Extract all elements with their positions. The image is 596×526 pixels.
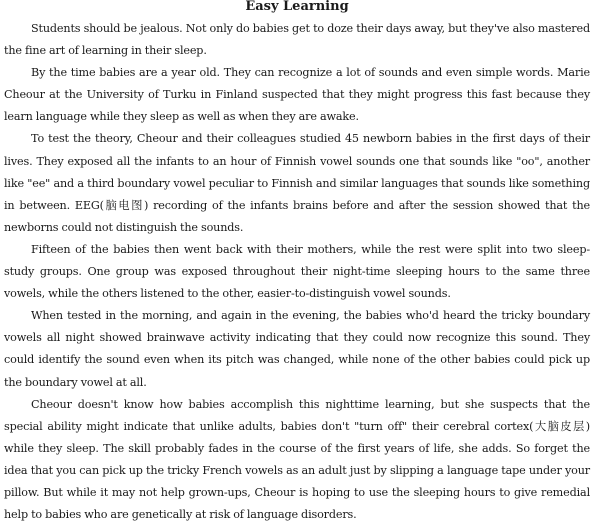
paragraph-1: Students should be jealous. Not only do babies get to doze their days away, but they've also mastered the fine art of learning in their sleep. [4, 22, 590, 58]
document-title: Easy Learning [245, 0, 349, 14]
paragraph-5: When tested in the morning, and again in the evening, the babies who'd heard the tricky boundary vowels all night showed brainwave activity indicating that they could now recognize this sound. They could identify the sound even when its pitch was changed, while none of the other babies could pick up the boundary vowel at all. [4, 309, 590, 389]
paragraph-2: By the time babies are a year old. They can recognize a lot of sounds and even simple words. Marie Cheour at the University of Turku in Finland suspected that they might progress this fast because they learn language while they sleep as well as when they are awake. [4, 66, 590, 124]
paragraph-4: Fifteen of the babies then went back with their mothers, while the rest were split into two sleep-study groups. One group was exposed throughout their night-time sleeping hours to the same three vowels, while the others listened to the other, easier-to-distinguish vowel sounds. [4, 242, 590, 301]
paragraph-6: Cheour doesn't know how babies accomplish this nighttime learning, but she suspects that the special ability might indicate that unlike adults, babies don't "turn off" their cerebral cortex(大脑皮层) while they sleep. The skill probably fades in the course of the first years of life, she adds. So forget the idea that you can pick up the tricky French vowels as an adult just by slipping a language tape under your pillow. But while it may not help grown-ups, Cheour is hoping to use the sleeping hours to give remedial help to babies who are genetically at risk of language disorders. [4, 397, 590, 522]
paragraph-3: To test the theory, Cheour and their colleagues studied 45 newborn babies in the first days of their lives. They exposed all the infants to an hour of Finnish vowel sounds one that sounds like "oo", another like "ee" and a third boundary vowel peculiar to Finnish and similar languages that sounds like something in between. EEG(脑电图) recording of the infants brains before and after the session showed that the newborns could not distinguish the sounds. [4, 132, 590, 234]
